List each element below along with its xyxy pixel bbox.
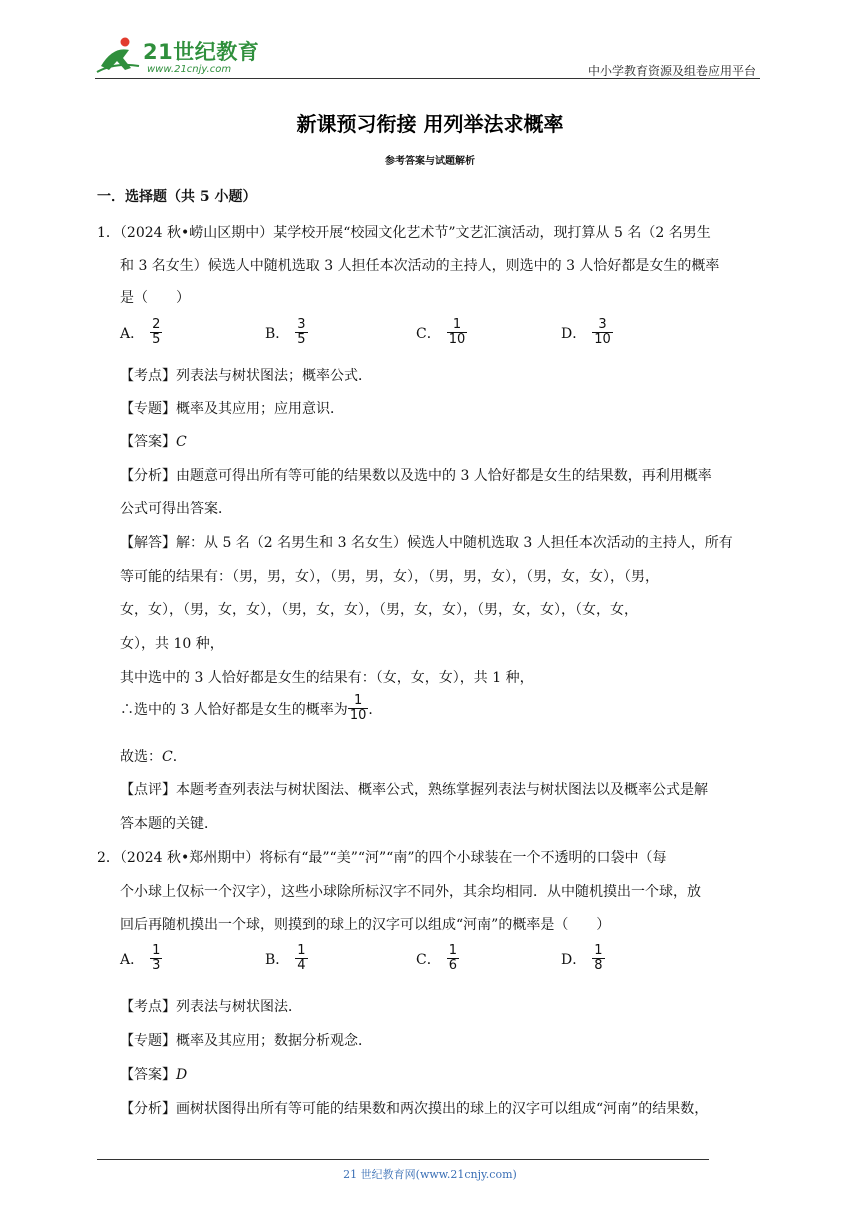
option-fraction: $\frac{1}{3}$ [152, 943, 161, 974]
footer-divider [97, 1159, 709, 1160]
option-fraction: $\frac{2}{5}$ [152, 317, 161, 348]
q1-answer: 【答案】C [120, 434, 187, 450]
q1-solution-line: 女，女），（男，女，女），（男，女，女），（男，女，女），（男，女，女），（女，女， [120, 602, 638, 618]
q2-option-c: C． $\frac{1}{6}$ [416, 943, 457, 974]
option-fraction: $\frac{3}{10}$ [594, 317, 611, 348]
q2-stem-line: 个小球上仅标一个汉字），这些小球除所标汉字不同外，其余均相同．从中随机摸出一个球，放 [120, 884, 701, 900]
option-fraction: $\frac{1}{4}$ [297, 943, 306, 974]
q1-option-c [416, 318, 467, 348]
option-fraction: $\frac{1}{6}$ [448, 943, 457, 974]
q1-comment-line: 【点评】本题考查列表法与树状图法、概率公式，熟练掌握列表法与树状图法以及概率公式是解 [120, 782, 708, 798]
platform-name: 中小学教育资源及组卷应用平台 [587, 64, 756, 78]
site-logo[interactable] [95, 34, 265, 80]
q2-option-a: A． $\frac{1}{3}$ [120, 943, 161, 974]
q2-analysis-line: 【分析】画树状图得出所有等可能的结果数和两次摸出的球上的汉字可以组成“河南”的结果数， [120, 1101, 709, 1117]
option-fraction: $\frac{1}{8}$ [594, 943, 603, 974]
option-label: A． [120, 325, 145, 342]
option-fraction: $\frac{3}{5}$ [297, 317, 306, 348]
q2-kaodian: 【考点】列表法与树状图法． [120, 999, 302, 1015]
q1-analysis-line: 【分析】由题意可得出所有等可能的结果数以及选中的 3 人恰好都是女生的结果数，再利用概率 [120, 468, 712, 484]
page-header [95, 34, 760, 82]
q2-option-b: B． $\frac{1}{4}$ [265, 943, 306, 974]
logo-url: www.21cnjy.com [147, 64, 232, 75]
q1-kaodian: 【考点】列表法与树状图法；概率公式． [120, 368, 372, 384]
q1-solution-line: 等可能的结果有：（男，男，女），（男，男，女），（男，男，女），（男，女，女），（男， [120, 569, 659, 585]
q2-stem-line: 2．（2024 秋•郑州期中）将标有“最”“美”“河”“南”的四个小球装在一个不透明的口袋中（每 [97, 850, 667, 866]
page-title: 新课预习衔接 用列举法求概率 [296, 112, 564, 136]
page-subtitle: 参考答案与试题解析 [385, 156, 475, 167]
q1-solution-line: 其中选中的 3 人恰好都是女生的结果有：（女，女，女），共 1 种， [120, 670, 534, 686]
q1-option-a [120, 318, 162, 348]
q1-stem-line: 1．（2024 秋•崂山区期中）某学校开展“校园文化艺术节”文艺汇演活动，现打算从 5 名（2 名男生 [97, 225, 711, 241]
runner-logo-icon [95, 36, 141, 76]
result-fraction: $\frac{1}{10}$ [349, 693, 367, 724]
option-label: B． [265, 325, 290, 342]
q1-analysis-line: 公式可得出答案． [120, 501, 232, 517]
q2-stem-line: 回后再随机摸出一个球，则摸到的球上的汉字可以组成“河南”的概率是（ ） [120, 917, 611, 933]
q1-therefore-line: ∴选中的 3 人恰好都是女生的概率为 $\frac{1}{10}$ ． [120, 693, 383, 724]
q1-option-d [561, 318, 613, 348]
header-divider [95, 78, 760, 79]
q2-zhuanti: 【专题】概率及其应用；数据分析观念． [120, 1033, 372, 1049]
q1-zhuanti: 【专题】概率及其应用；应用意识． [120, 401, 344, 417]
q2-answer: 【答案】D [120, 1067, 188, 1083]
option-fraction: $\frac{1}{10}$ [448, 317, 466, 348]
option-label: C． [416, 325, 441, 342]
q1-option-b [265, 318, 308, 348]
q1-choose: 故选：C． [120, 749, 187, 765]
logo-text: 21世纪教育 [143, 40, 260, 64]
option-label: D． [561, 325, 587, 342]
q1-solution-line: 【解答】解：从 5 名（2 名男生和 3 名女生）候选人中随机选取 3 人担任本次活动的主持人，所有 [120, 535, 733, 551]
footer-link[interactable]: 21 世纪教育网(www.21cnjy.com) [343, 1168, 517, 1181]
answer-value: C [176, 434, 187, 450]
q2-option-d: D． $\frac{1}{8}$ [561, 943, 603, 974]
q1-stem-line: 是（ ） [120, 290, 190, 306]
q1-stem-line: 和 3 名女生）候选人中随机选取 3 人担任本次活动的主持人，则选中的 3 人恰好都是女生的概率 [120, 258, 720, 274]
q1-solution-line: 女），共 10 种， [120, 636, 224, 652]
q1-comment-line: 答本题的关键． [120, 816, 218, 832]
section-heading: 一．选择题（共 5 小题） [97, 189, 257, 205]
